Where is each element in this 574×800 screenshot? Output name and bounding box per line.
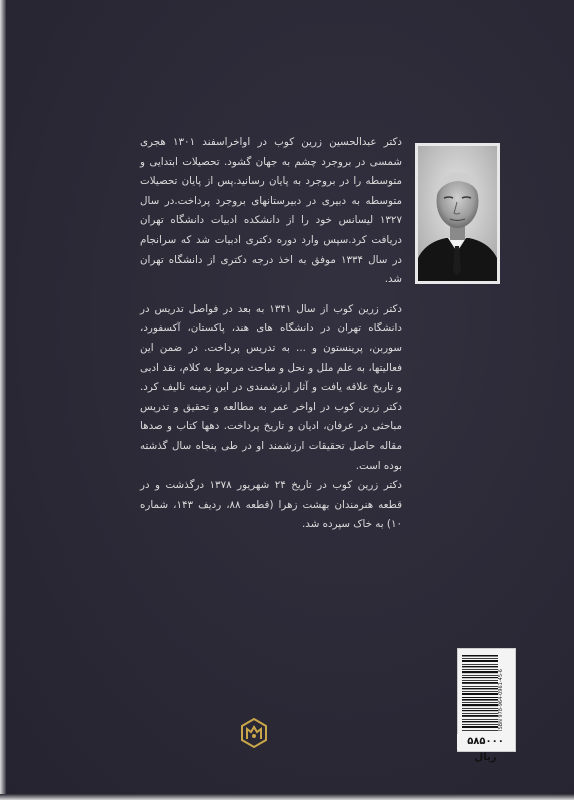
author-portrait (415, 143, 500, 284)
biography-paragraph-1: دکتر عبدالحسین زرین کوب در اواخراسفند ۱۳۰۱ هجری شمسی در بروجرد چشم به جهان گشود. تحصیلات ابتدایی و متوسطه را در بروجرد به پایان رسانید.پس از پایان تحصیلات متوسطه به دبیری در دبیرستانهای بروجرد پرداخت.در سال ۱۳۲۷ لیسانس خود را از دانشکده ادبیات دانشگاه تهران دریافت کرد.سپس وارد دوره دکتری ادبیات شد که سرانجام در سال ۱۳۳۴ موفق به اخذ درجه دکتری از دانشگاه تهران شد. (140, 136, 402, 286)
barcode-icon (462, 653, 498, 747)
biography-paragraph-2: دکتر زرین کوب از سال ۱۳۴۱ به بعد در فواصل تدریس در دانشگاه تهران در دانشگاه های هند، پاکستان، آکسفورد، سوربن، پرینستون و ... به تدریس پرداخت. در ضمن این فعالیتها، به علم ملل و نحل و مباحث مربوط به کلام، نقد ادبی و تاریخ علاقه یافت و آثار ارزشمندی در این زمینه تالیف کرد. دکتر زرین کوب در اواخر عمر به مطالعه و تحقیق و تدریس مباحثی در عرفان، ادیان و تاریخ پرداخت. دهها کتاب و صدها مقاله حاصل تحقیقات ارزشمند او در طی پنجاه سال گذشته بوده است. (140, 302, 402, 472)
portrait-photo-icon (418, 146, 497, 281)
publisher-logo-icon (240, 718, 268, 748)
author-biography (140, 133, 402, 535)
price-label: ۵۸۵۰۰۰ ریال (457, 734, 514, 750)
biography-paragraph-3: دکتر زرین کوب در تاریخ ۲۴ شهریور ۱۳۷۸ درگذشت و در قطعه هنرمندان بهشت زهرا (قطعه ۸۸، ردیف ۱۴۳، شماره ۱۰) به خاک سپرده شد. (140, 479, 403, 531)
cover-bottom-edge (0, 794, 574, 800)
isbn-text: ISBN 978-964-0961-45-6 (498, 669, 504, 731)
cover-left-edge (0, 0, 6, 800)
